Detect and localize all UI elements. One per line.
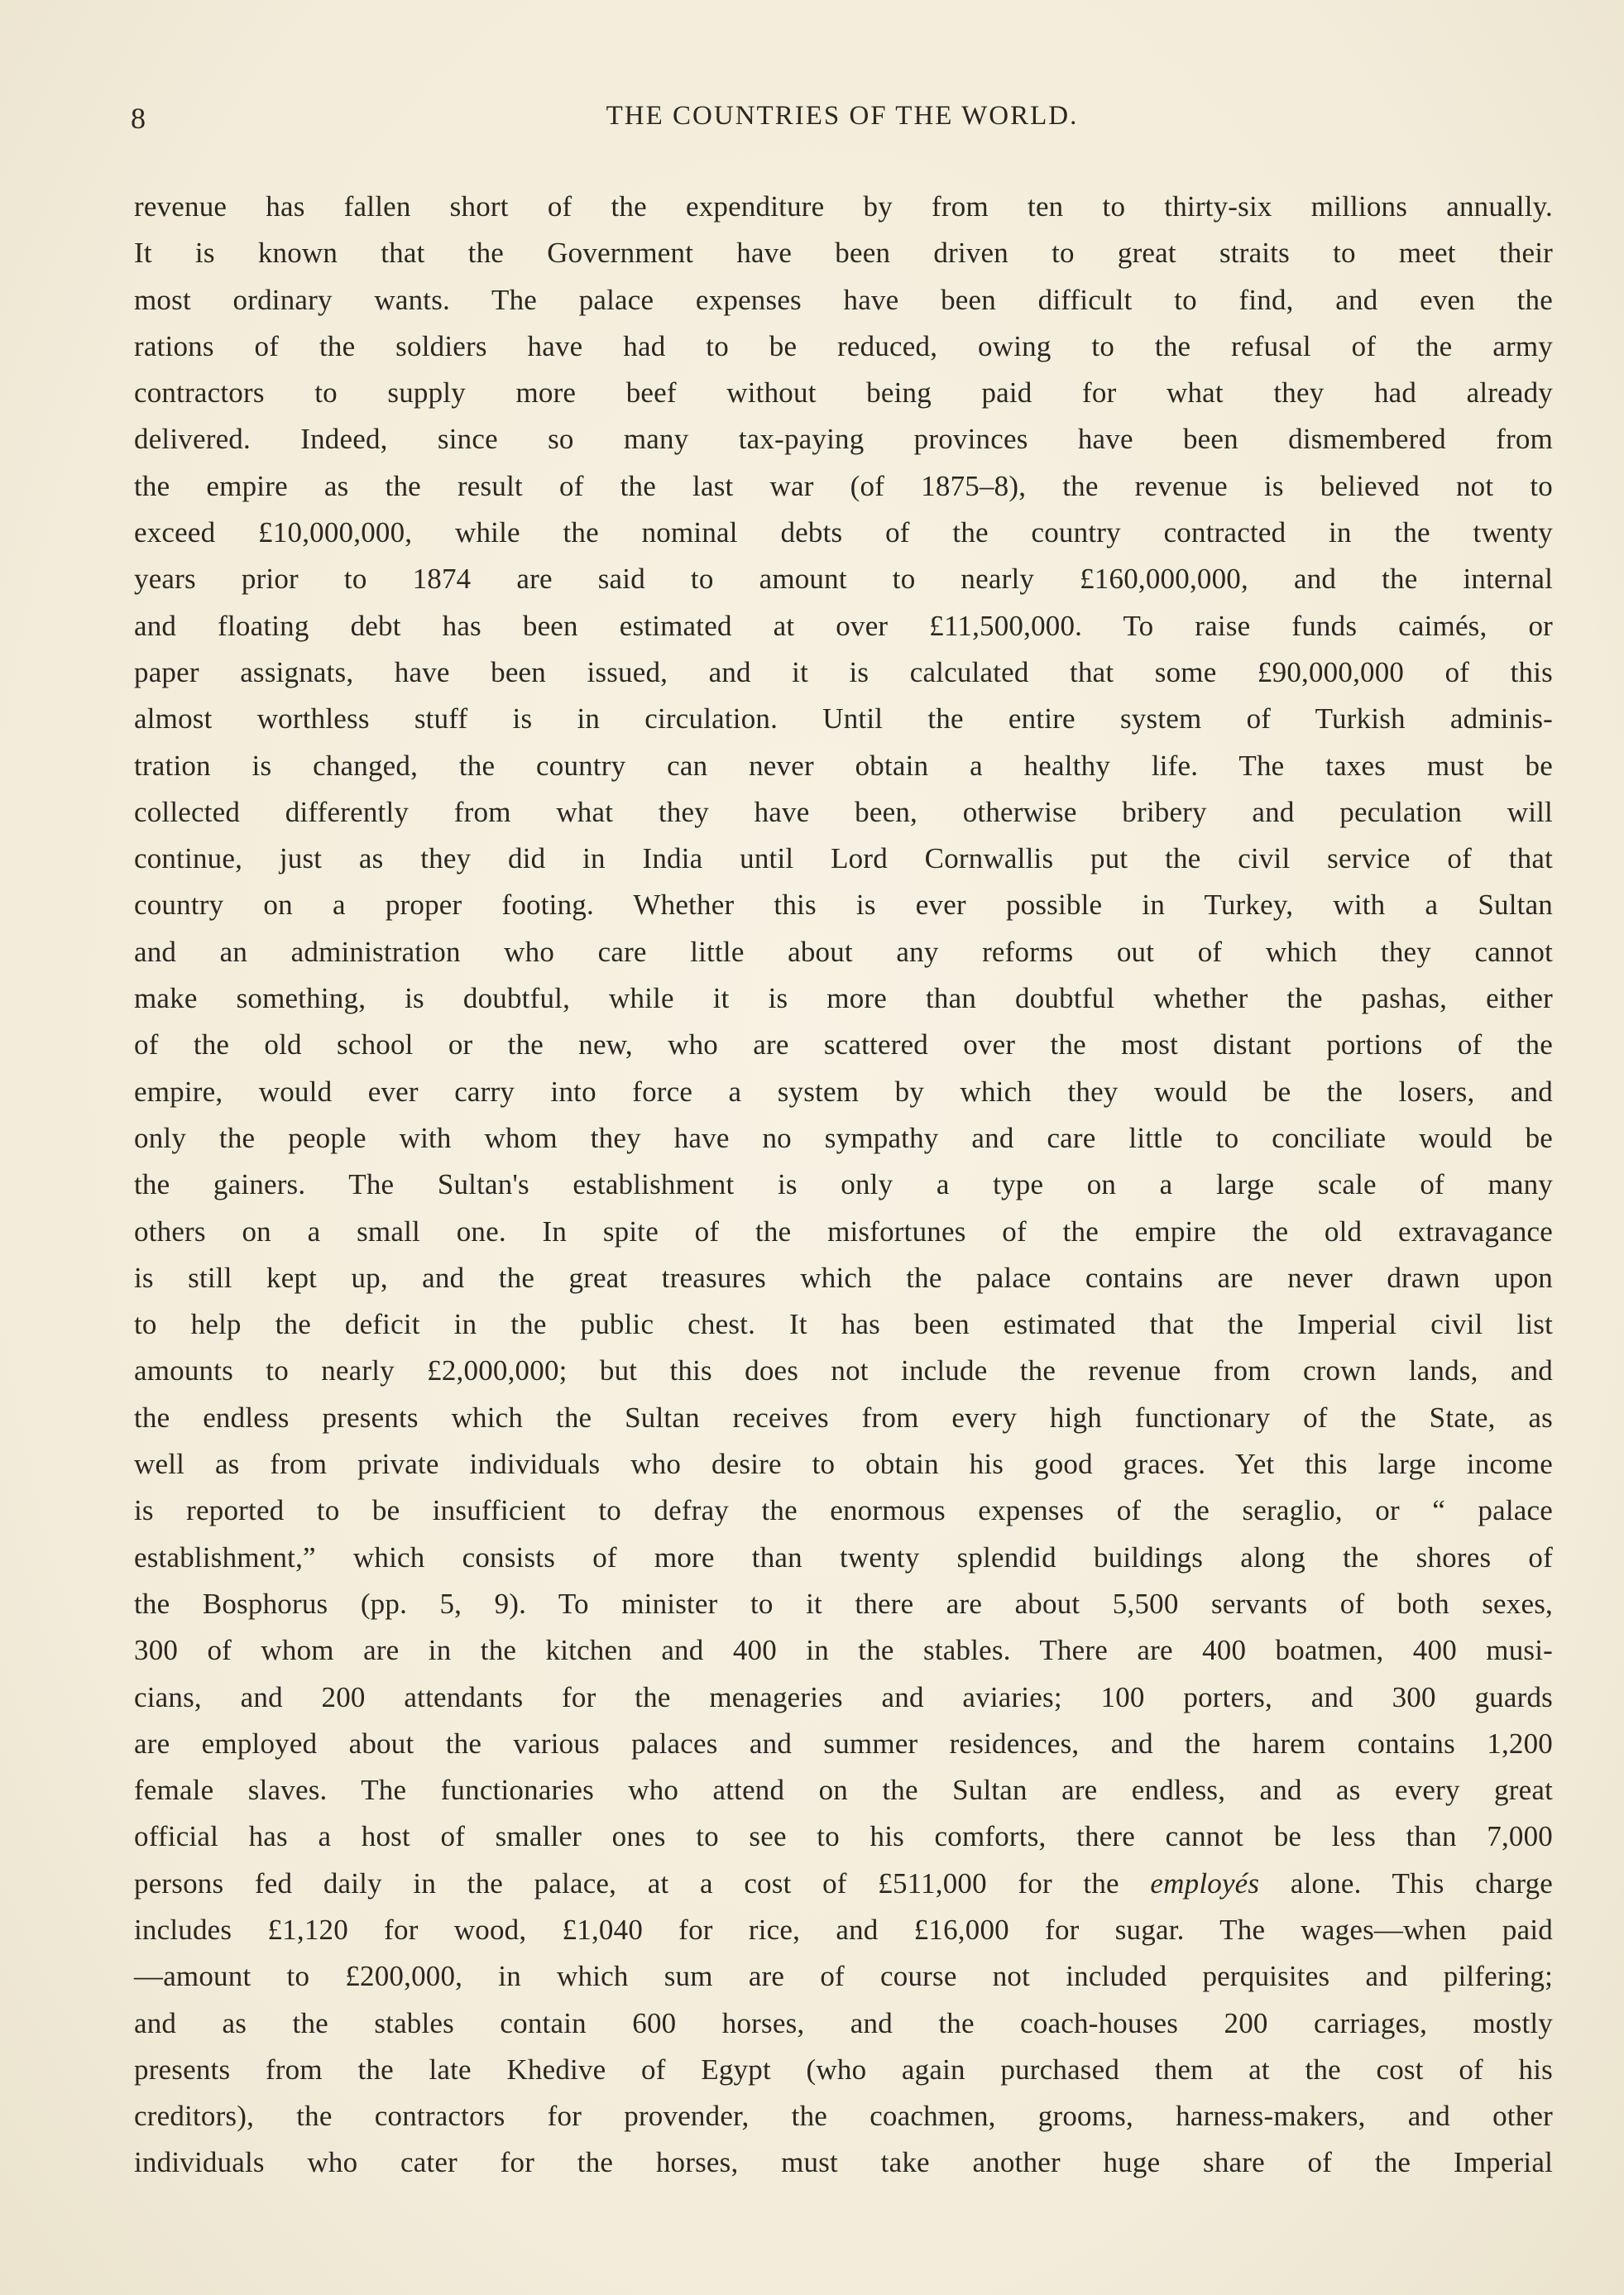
text-line: almost worthless stuff is in circulation. Until the entire system of Turkish adminis- (134, 702, 1553, 735)
text-line: country on a proper footing. Whether this is ever possible in Turkey, with a Sultan (134, 889, 1553, 922)
text-line: the empire as the result of the last war (of 1875–8), the revenue is believed not to (134, 469, 1553, 502)
text-line: establishment,” which consists of more than twenty splendid buildings along the shores of (134, 1540, 1553, 1574)
text-line: contractors to supply more beef without being paid for what they had already (134, 376, 1553, 410)
text-line: delivered. Indeed, since so many tax-paying provinces have been dismembered from (134, 423, 1553, 456)
italic-word: employés (1150, 1866, 1260, 1900)
text-line: paper assignats, have been issued, and it is calculated that some £90,000,000 of this (134, 655, 1553, 688)
page-number: 8 (131, 102, 146, 135)
text-line: others on a small one. In spite of the misfortunes of the empire the old extravagance (134, 1215, 1553, 1248)
text-line: is still kept up, and the great treasures which the palace contains are never drawn upon (134, 1261, 1553, 1294)
text-line: and an administration who care little about any reforms out of which they cannot (134, 935, 1553, 968)
text-line: only the people with whom they have no sympathy and care little to conciliate would be (134, 1121, 1553, 1154)
text-line: collected differently from what they have been, otherwise bribery and peculation will (134, 795, 1553, 828)
text-segment: persons fed daily in the palace, at a cost of £511,000 for the (134, 1866, 1151, 1900)
text-line: rations of the soldiers have had to be reduced, owing to the refusal of the army (134, 329, 1553, 362)
text-line: tration is changed, the country can never obtain a healthy life. The taxes must be (134, 749, 1553, 782)
text-line: years prior to 1874 are said to amount to nearly £160,000,000, and the internal (134, 563, 1553, 596)
text-line: cians, and 200 attendants for the menageries and aviaries; 100 porters, and 300 guards (134, 1680, 1553, 1713)
text-line: includes £1,120 for wood, £1,040 for rice, and £16,000 for sugar. The wages—when paid (134, 1913, 1553, 1946)
text-line-with-italic (134, 1861, 1553, 1907)
text-line: amounts to nearly £2,000,000; but this does not include the revenue from crown lands, and (134, 1354, 1553, 1387)
text-line: creditors), the contractors for provender, the coachmen, grooms, harness-makers, and other (134, 2100, 1553, 2133)
text-line: 300 of whom are in the kitchen and 400 in the stables. There are 400 boatmen, 400 musi- (134, 1634, 1553, 1667)
text-line: is reported to be insufficient to defray the enormous expenses of the seraglio, or “ palace (134, 1494, 1553, 1527)
text-line: individuals who cater for the horses, must take another huge share of the Imperial (134, 2146, 1553, 2179)
text-line: of the old school or the new, who are scattered over the most distant portions of the (134, 1028, 1553, 1061)
text-line: It is known that the Government have been driven to great straits to meet their (134, 237, 1553, 270)
text-line: continue, just as they did in India until Lord Cornwallis put the civil service of that (134, 842, 1553, 875)
text-line: and as the stables contain 600 horses, and the coach-houses 200 carriages, mostly (134, 2006, 1553, 2039)
running-head (131, 101, 1554, 151)
text-line: well as from private individuals who desire to obtain his good graces. Yet this large income (134, 1448, 1553, 1481)
text-line: revenue has fallen short of the expenditure by from ten to thirty-six millions annually. (134, 190, 1553, 223)
text-line: female slaves. The functionaries who attend on the Sultan are endless, and as every great (134, 1774, 1553, 1807)
text-line: most ordinary wants. The palace expenses have been difficult to find, and even the (134, 283, 1553, 316)
text-line: exceed £10,000,000, while the nominal debts of the country contracted in the twenty (134, 516, 1553, 549)
text-line: and floating debt has been estimated at over £11,500,000. To raise funds caimés, or (134, 609, 1553, 642)
text-segment: alone. This charge (1259, 1866, 1554, 1900)
running-title: THE COUNTRIES OF THE WORLD. (606, 101, 1079, 131)
text-line: —amount to £200,000, in which sum are of course not included perquisites and pilfering; (134, 1960, 1553, 1993)
text-line: official has a host of smaller ones to see to his comforts, there cannot be less than 7,000 (134, 1820, 1553, 1853)
text-line: presents from the late Khedive of Egypt (who again purchased them at the cost of his (134, 2053, 1553, 2086)
body-text (134, 184, 1553, 2187)
text-line: to help the deficit in the public chest. It has been estimated that the Imperial civil list (134, 1308, 1553, 1341)
text-line: the Bosphorus (pp. 5, 9). To minister to it there are about 5,500 servants of both sexes, (134, 1587, 1553, 1620)
text-line: the endless presents which the Sultan receives from every high functionary of the State, as (134, 1401, 1553, 1434)
text-line: empire, would ever carry into force a system by which they would be the losers, and (134, 1075, 1553, 1108)
text-line: make something, is doubtful, while it is more than doubtful whether the pashas, either (134, 982, 1553, 1015)
text-line: are employed about the various palaces and summer residences, and the harem contains 1,200 (134, 1727, 1553, 1760)
text-line: the gainers. The Sultan's establishment is only a type on a large scale of many (134, 1168, 1553, 1201)
